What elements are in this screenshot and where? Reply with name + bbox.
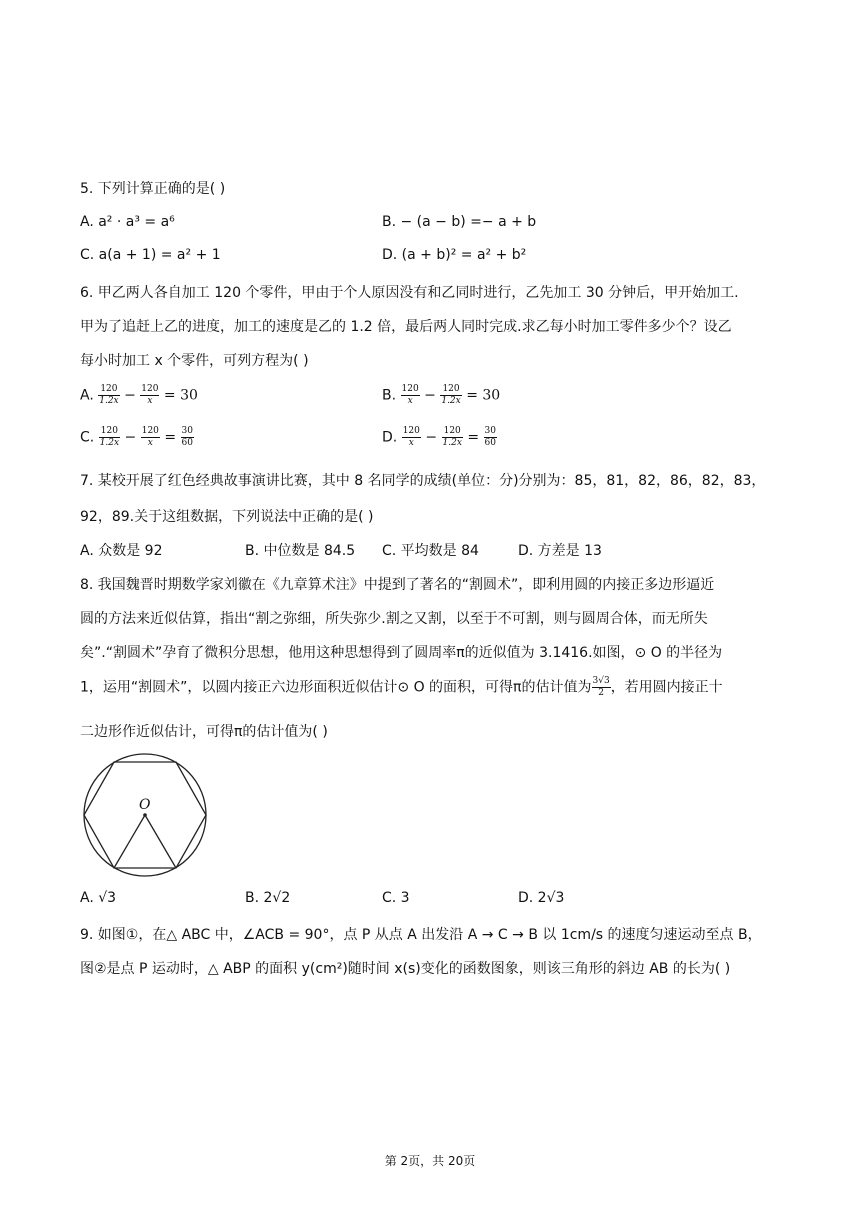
q7-option-b: B. 中位数是 84.5 xyxy=(245,543,356,559)
q5-option-c: C. a(a + 1) = a² + 1 xyxy=(80,247,221,263)
q9-line-2: 图②是点 P 运动时，△ ABP 的面积 y(cm²)随时间 x(s)变化的函数图象，则该三角形的斜边 AB 的长为( ) xyxy=(80,961,731,977)
q7-option-a: A. 众数是 92 xyxy=(80,543,163,559)
q6-option-a: A. $\frac{120}{1.2x}$ − $\frac{120}{x}$ = 30 xyxy=(80,384,198,406)
q7-line-1: 7. 某校开展了红色经典故事演讲比赛，其中 8 名同学的成绩(单位：分)分别为：85，81，82，86，82，83， xyxy=(80,473,766,489)
q8-line-1: 8. 我国魏晋时期数学家刘徽在《九章算术注》中提到了著名的“割圆术”，即利用圆的内接正多边形逼近 xyxy=(80,577,715,593)
q6-option-c: C. $\frac{120}{1.2x}$ − $\frac{120}{x}$ = $\frac{30}{60}$ xyxy=(80,426,193,448)
q8-option-d: D. 2√3 xyxy=(518,890,565,906)
q5-option-d: D. (a + b)² = a² + b² xyxy=(382,247,527,263)
page-footer: 第 2页，共 20页 xyxy=(384,1154,476,1168)
q8-option-a: A. √3 xyxy=(80,890,117,906)
q8-line-2: 圆的方法来近似估算，指出“割之弥细，所失弥少.割之又割，以至于不可割，则与圆周合体，而无所失 xyxy=(80,611,708,627)
hexagon-in-circle-figure xyxy=(78,752,214,878)
q6-line-2: 甲为了追赶上乙的进度，加工的速度是乙的 1.2 倍，最后两人同时完成.求乙每小时加工零件多少个？设乙 xyxy=(80,319,732,335)
q8-line-3: 矣”.“割圆术”孕育了微积分思想，他用这种思想得到了圆周率π的近似值为 3.1416.如图，⊙ O 的半径为 xyxy=(80,645,723,661)
q9-line-1: 9. 如图①，在△ ABC 中，∠ACB = 90°，点 P 从点 A 出发沿 A → C → B 以 1cm/s 的速度匀速运动至点 B， xyxy=(80,927,762,943)
q8-line-5: 二边形作近似估计，可得π的估计值为( ) xyxy=(80,724,328,740)
q8-option-b: B. 2√2 xyxy=(245,890,291,906)
q6-option-b: B. $\frac{120}{x}$ − $\frac{120}{1.2x}$ = 30 xyxy=(382,384,501,406)
center-point xyxy=(143,813,147,817)
radius-right xyxy=(145,815,176,868)
q6-line-1: 6. 甲乙两人各自加工 120 个零件，甲由于个人原因没有和乙同时进行，乙先加工 30 分钟后，甲开始加工. xyxy=(80,285,739,301)
q5-option-a: A. a² · a³ = a⁶ xyxy=(80,214,175,230)
q7-option-c: C. 平均数是 84 xyxy=(382,543,479,559)
q5-option-b: B. − (a − b) =− a + b xyxy=(382,214,537,230)
q8-line-4: 1，运用“割圆术”，以圆内接正六边形面积近似估计⊙ O 的面积，可得π的估计值为 $\frac{3√3}{2}$ ，若用圆内接正十 xyxy=(80,676,723,698)
center-label: O xyxy=(139,797,151,813)
radius-left xyxy=(114,815,145,868)
q6-option-d: D. $\frac{120}{x}$ − $\frac{120}{1.2x}$ = $\frac{30}{60}$ xyxy=(382,426,496,448)
q8-option-c: C. 3 xyxy=(382,890,410,906)
q7-option-d: D. 方差是 13 xyxy=(518,543,602,559)
q7-line-2: 92，89.关于这组数据，下列说法中正确的是( ) xyxy=(80,509,374,525)
q6-line-3: 每小时加工 x 个零件，可列方程为( ) xyxy=(80,353,309,369)
q5-stem: 5. 下列计算正确的是( ) xyxy=(80,181,226,197)
